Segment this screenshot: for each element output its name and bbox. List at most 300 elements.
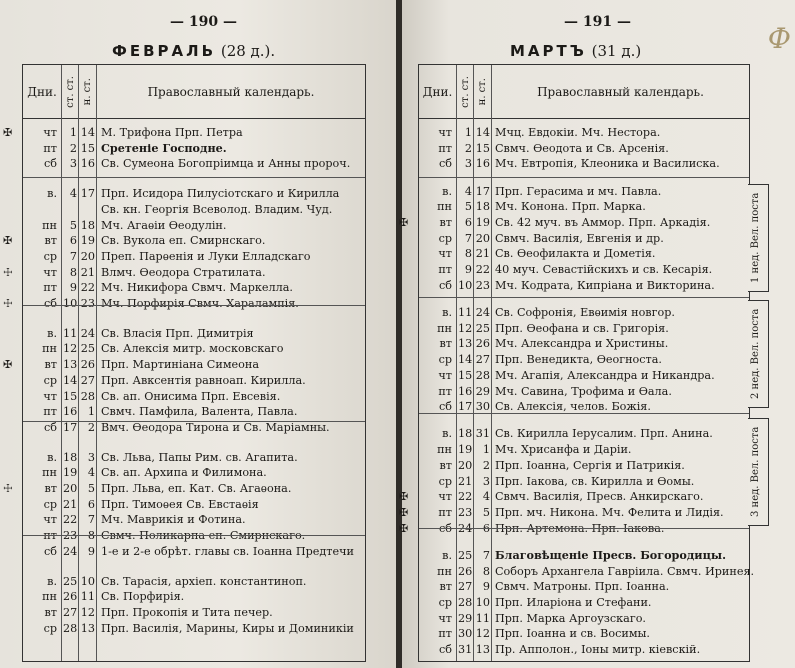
row-day: в. bbox=[442, 427, 452, 441]
page-number: — 190 — bbox=[170, 14, 237, 30]
row-text: Мч. Александра и Христины. bbox=[495, 337, 669, 351]
calendar-row bbox=[3, 233, 365, 249]
row-old: 25 bbox=[458, 548, 473, 562]
week-separator bbox=[419, 528, 749, 529]
calendar-row bbox=[399, 489, 749, 505]
row-day: в. bbox=[47, 450, 57, 464]
calendar-row bbox=[419, 305, 749, 321]
calendar-row bbox=[419, 642, 749, 658]
calendar-row bbox=[23, 512, 365, 528]
row-day: пт bbox=[43, 405, 57, 419]
cross-icon: ☩ bbox=[3, 482, 14, 495]
row-old: 19 bbox=[458, 443, 473, 457]
row-text: Свмч. Памфила, Валента, Павла. bbox=[101, 405, 298, 419]
lent-week-2-bracket bbox=[748, 300, 769, 408]
row-text: 1-е и 2-е обрѣт. главы св. Іоанна Предтечи bbox=[101, 544, 354, 558]
row-new: 28 bbox=[475, 368, 490, 382]
calendar-row bbox=[419, 141, 749, 157]
row-new: 7 bbox=[87, 513, 95, 527]
row-new: 21 bbox=[80, 265, 95, 279]
row-text: Прп. Іакова, св. Кирилла и Ѳомы. bbox=[495, 474, 695, 488]
row-day: сб bbox=[438, 157, 452, 171]
row-text: Мч. Савина, Трофима и Ѳала. bbox=[495, 384, 672, 398]
row-old: 5 bbox=[464, 200, 472, 214]
row-day: чт bbox=[438, 490, 452, 504]
row-old: 28 bbox=[458, 595, 473, 609]
row-day: чт bbox=[43, 389, 57, 403]
row-old: 5 bbox=[69, 218, 77, 232]
row-new: 13 bbox=[80, 621, 95, 635]
calendar-row bbox=[3, 265, 365, 281]
row-day: чт bbox=[43, 265, 57, 279]
row-new: 6 bbox=[87, 497, 95, 511]
row-new: 4 bbox=[87, 466, 95, 480]
row-new: 22 bbox=[475, 263, 490, 277]
row-text: Св. Алексія, челов. Божія. bbox=[495, 400, 651, 414]
row-text: Св. Порфирія. bbox=[101, 590, 185, 604]
row-new: 11 bbox=[475, 611, 490, 625]
row-new: 15 bbox=[80, 141, 95, 155]
row-text: Мч. Порфирія Свмч. Харалампія. bbox=[101, 297, 299, 310]
calendar-row bbox=[23, 141, 365, 157]
row-new: 24 bbox=[80, 326, 95, 340]
row-old: 23 bbox=[63, 529, 78, 543]
row-text: Св. Алексія митр. московскаго bbox=[101, 342, 284, 356]
row-day: пн bbox=[42, 590, 57, 604]
row-text: Св. ап. Онисима Прп. Евсевія. bbox=[101, 389, 281, 403]
row-old: 4 bbox=[69, 187, 77, 201]
row-day: пт bbox=[438, 384, 452, 398]
calendar-row bbox=[23, 389, 365, 405]
row-new: 12 bbox=[80, 605, 95, 619]
row-old: 6 bbox=[464, 216, 472, 229]
row-old: 2 bbox=[464, 141, 472, 155]
row-day: сб bbox=[43, 420, 57, 434]
calendar-row bbox=[419, 321, 749, 337]
row-new: 5 bbox=[87, 482, 95, 495]
row-old: 28 bbox=[63, 621, 78, 635]
row-old: 9 bbox=[464, 263, 472, 277]
row-day: вт bbox=[44, 482, 57, 495]
row-old: 17 bbox=[458, 400, 473, 414]
row-day: чт bbox=[438, 611, 452, 625]
row-old: 10 bbox=[63, 297, 78, 310]
row-day: пт bbox=[438, 263, 452, 277]
row-old: 3 bbox=[69, 157, 77, 171]
row-new: 14 bbox=[80, 126, 95, 139]
row-day: вт bbox=[439, 580, 452, 594]
row-text: Соборъ Архангела Гавріила. Свмч. Иринея. bbox=[495, 564, 755, 578]
lent-week-1-bracket bbox=[748, 184, 769, 292]
row-day: пт bbox=[438, 505, 452, 519]
row-old: 12 bbox=[458, 321, 473, 335]
row-day: в. bbox=[442, 184, 452, 198]
cross-icon: ✠ bbox=[3, 234, 13, 248]
row-text: Св. Льва, Папы Рим. св. Агапита. bbox=[101, 450, 298, 464]
month-title bbox=[112, 42, 275, 60]
row-text: Прп. Прокопія и Тита печер. bbox=[101, 605, 273, 619]
row-day: в. bbox=[47, 326, 57, 340]
row-day: ср bbox=[438, 231, 452, 245]
week-separator bbox=[23, 535, 365, 536]
calendar-row bbox=[23, 341, 365, 357]
row-day: пн bbox=[437, 321, 452, 335]
row-text: Мч. Агаѳіи Ѳеодулін. bbox=[101, 218, 227, 232]
calendar-row bbox=[23, 186, 365, 202]
row-day: пн bbox=[42, 342, 57, 356]
row-old: 27 bbox=[458, 580, 473, 594]
lent-week-2-label: 2 нед. Вел. поста bbox=[750, 308, 761, 400]
row-new: 27 bbox=[80, 373, 95, 387]
row-new: 20 bbox=[80, 249, 95, 263]
calendar-row bbox=[419, 125, 749, 141]
row-old: 7 bbox=[464, 231, 472, 245]
row-old: 23 bbox=[458, 505, 473, 519]
row-new: 1 bbox=[87, 405, 95, 419]
month-days: (28 д.). bbox=[220, 42, 276, 60]
row-text: Св. Софронія, Евѳимія новгор. bbox=[495, 306, 675, 319]
row-old: 27 bbox=[63, 605, 78, 619]
row-text: Прп. Іоанна, Сергія и Патрикія. bbox=[495, 458, 685, 472]
row-new: 4 bbox=[482, 490, 490, 504]
row-new: 3 bbox=[87, 450, 95, 464]
calendar-row bbox=[23, 156, 365, 172]
row-text: Прп. Іоанна и св. Восимы. bbox=[495, 627, 650, 641]
calendar-row bbox=[23, 420, 365, 436]
lent-week-1-label: 1 нед. Вел. поста bbox=[750, 192, 761, 284]
row-new: 24 bbox=[475, 306, 490, 319]
row-text: Мч. Конона. Прп. Марка. bbox=[495, 200, 646, 214]
row-new: 12 bbox=[475, 627, 490, 641]
row-old: 1 bbox=[69, 126, 77, 139]
calendar-row bbox=[23, 202, 365, 218]
row-day: ср bbox=[43, 621, 57, 635]
row-day: сб bbox=[43, 297, 57, 310]
row-text: Мч. Евтропія, Клеоника и Василиска. bbox=[495, 157, 720, 171]
row-new: 16 bbox=[475, 157, 490, 171]
row-day: пт bbox=[43, 529, 57, 543]
row-text: Свмч. Поликарпа еп. Смирнскаго. bbox=[101, 529, 306, 543]
row-text: Прп. Авксентія равноап. Кирилла. bbox=[101, 373, 306, 387]
row-old: 20 bbox=[458, 458, 473, 472]
row-new: 17 bbox=[80, 187, 95, 201]
row-day: сб bbox=[438, 643, 452, 656]
row-day: чт bbox=[43, 126, 57, 139]
row-old: 4 bbox=[464, 184, 472, 198]
row-text: Св. Вукола еп. Смирнскаго. bbox=[101, 234, 266, 248]
calendar-table bbox=[399, 64, 755, 662]
row-day: чт bbox=[43, 513, 57, 527]
calendar-row bbox=[419, 626, 749, 642]
row-day: сб bbox=[438, 521, 452, 535]
row-old: 18 bbox=[458, 427, 473, 441]
week-separator bbox=[23, 421, 365, 422]
calendar-row bbox=[3, 125, 365, 141]
row-old: 7 bbox=[69, 249, 77, 263]
row-old: 25 bbox=[63, 574, 78, 588]
row-text: Мч. Маврикія и Фотина. bbox=[101, 513, 246, 527]
row-day: вт bbox=[439, 458, 452, 472]
row-day: пн bbox=[42, 466, 57, 480]
row-new: 30 bbox=[475, 400, 490, 414]
row-old: 20 bbox=[63, 482, 78, 495]
row-text: Мч. Хрисанфа и Даріи. bbox=[495, 443, 632, 457]
calendar-row bbox=[23, 373, 365, 389]
cross-icon: ✠ bbox=[399, 216, 409, 229]
row-text: Св. кн. Георгія Всеволод. Владим. Чуд. bbox=[101, 202, 333, 216]
row-new: 23 bbox=[475, 278, 490, 292]
row-day: сб bbox=[43, 157, 57, 171]
row-text: Сретеніе Господне. bbox=[101, 140, 227, 155]
row-day: чт bbox=[438, 247, 452, 261]
row-text: Прп. Марка Аргоузскаго. bbox=[495, 611, 646, 625]
calendar-row bbox=[419, 564, 755, 580]
row-text: Благовѣщеніе Пресв. Богородицы. bbox=[495, 547, 726, 562]
row-old: 15 bbox=[63, 389, 78, 403]
month-name: ФЕВРАЛЬ bbox=[112, 42, 217, 60]
row-text: Влмч. Ѳеодора Стратилата. bbox=[101, 265, 266, 279]
month-title bbox=[510, 42, 641, 60]
row-new: 26 bbox=[80, 358, 95, 372]
calendar-row bbox=[23, 404, 365, 420]
lent-week-3-label: 3 нед. Вел. поста bbox=[750, 426, 761, 518]
calendar-row bbox=[3, 481, 365, 497]
header-calendar: Православный календарь. bbox=[147, 84, 315, 99]
row-text: Св. Тарасія, архіеп. константиноп. bbox=[101, 574, 307, 588]
row-text: Мчц. Евдокіи. Мч. Нестора. bbox=[495, 126, 661, 139]
row-text: Свмч. Ѳеодота и Св. Арсенія. bbox=[495, 141, 669, 155]
row-new: 19 bbox=[475, 216, 490, 229]
row-new: 2 bbox=[87, 420, 95, 434]
calendar-row bbox=[23, 574, 365, 590]
row-text: Мч. Кодрата, Кипріана и Викторина. bbox=[495, 278, 715, 292]
row-old: 31 bbox=[458, 643, 473, 656]
row-text: Прп. мч. Никона. Мч. Фелита и Лидія. bbox=[495, 505, 724, 519]
row-old: 9 bbox=[69, 281, 77, 295]
calendar-row bbox=[23, 497, 365, 513]
row-old: 22 bbox=[63, 513, 78, 527]
row-new: 15 bbox=[475, 141, 490, 155]
calendar-row bbox=[419, 442, 749, 458]
row-text: Свмч. Матроны. Прп. Іоанна. bbox=[495, 580, 670, 594]
row-old: 14 bbox=[458, 353, 473, 367]
header-new-style: н. ст. bbox=[79, 65, 97, 118]
row-day: пн bbox=[42, 218, 57, 232]
calendar-row bbox=[23, 605, 365, 621]
row-day: чт bbox=[438, 126, 452, 139]
row-old: 15 bbox=[458, 368, 473, 382]
row-new: 21 bbox=[475, 247, 490, 261]
row-day: сб bbox=[438, 278, 452, 292]
month-name: МАРТЪ bbox=[510, 42, 587, 60]
row-new: 14 bbox=[475, 126, 490, 139]
row-text: Свмч. Василія, Евгенія и др. bbox=[495, 231, 664, 245]
calendar-row bbox=[419, 384, 749, 400]
row-new: 20 bbox=[475, 231, 490, 245]
row-day: пн bbox=[437, 443, 452, 457]
week-separator bbox=[419, 297, 749, 298]
row-new: 3 bbox=[482, 474, 490, 488]
row-day: в. bbox=[442, 548, 452, 562]
row-new: 17 bbox=[475, 184, 490, 198]
row-day: пт bbox=[438, 141, 452, 155]
row-day: пт bbox=[438, 627, 452, 641]
header-old-style: ст. ст. bbox=[62, 65, 79, 118]
header-calendar: Православный календарь. bbox=[537, 84, 704, 99]
row-text: Св. Сумеона Богопріимца и Анны пророч. bbox=[101, 157, 351, 171]
row-text: Прп. Мартиніана Симеона bbox=[101, 358, 260, 372]
calendar-row bbox=[419, 336, 749, 352]
row-text: М. Трифона Прп. Петра bbox=[101, 126, 243, 139]
calendar-row bbox=[399, 215, 749, 231]
row-new: 2 bbox=[482, 458, 490, 472]
row-old: 1 bbox=[464, 126, 472, 139]
row-day: в. bbox=[47, 574, 57, 588]
calendar-row bbox=[419, 368, 749, 384]
calendar-row bbox=[419, 278, 749, 294]
header-old-style: ст. ст. bbox=[457, 65, 474, 118]
row-old: 2 bbox=[69, 141, 77, 155]
row-old: 13 bbox=[458, 337, 473, 351]
calendar-row bbox=[419, 579, 749, 595]
cross-icon: ✠ bbox=[399, 490, 409, 504]
row-new: 23 bbox=[80, 297, 95, 310]
calendar-row bbox=[419, 262, 749, 278]
row-day: пт bbox=[43, 141, 57, 155]
header-new-style: н. ст. bbox=[474, 65, 492, 118]
cross-icon: ☩ bbox=[3, 265, 14, 279]
row-old: 22 bbox=[458, 490, 473, 504]
calendar-row bbox=[419, 426, 749, 442]
row-day: ср bbox=[43, 497, 57, 511]
lent-week-3-bracket bbox=[748, 418, 769, 526]
row-text: Прп. Исидора Пилусіотскаго и Кирилла bbox=[101, 187, 340, 201]
row-old: 24 bbox=[458, 521, 473, 535]
calendar-row bbox=[3, 357, 365, 373]
row-new: 9 bbox=[482, 580, 490, 594]
cross-icon: ✠ bbox=[3, 126, 13, 139]
row-old: 21 bbox=[63, 497, 78, 511]
row-text: Вмч. Ѳеодора Тирона и Св. Маріамны. bbox=[101, 420, 330, 434]
row-old: 14 bbox=[63, 373, 78, 387]
cross-icon: ☩ bbox=[3, 297, 14, 310]
row-day: в. bbox=[47, 187, 57, 201]
month-days: (31 д.) bbox=[591, 42, 642, 60]
calendar-row bbox=[419, 184, 749, 200]
row-day: сб bbox=[43, 544, 57, 558]
row-text: Прп. Тимоѳея Св. Евстаѳія bbox=[101, 497, 259, 511]
row-day: ср bbox=[438, 474, 452, 488]
row-text: Св. 42 муч. въ Аммор. Прп. Аркадія. bbox=[495, 216, 711, 229]
calendar-row bbox=[23, 465, 365, 481]
row-old: 3 bbox=[464, 157, 472, 171]
row-text: Мч. Никифора Свмч. Маркелла. bbox=[101, 281, 293, 295]
row-new: 1 bbox=[482, 443, 490, 457]
row-new: 6 bbox=[482, 521, 490, 535]
row-old: 26 bbox=[63, 590, 78, 604]
row-text: Прп. Иларіона и Стефани. bbox=[495, 595, 652, 609]
row-old: 21 bbox=[458, 474, 473, 488]
calendar-row bbox=[23, 280, 365, 296]
row-old: 30 bbox=[458, 627, 473, 641]
row-old: 26 bbox=[458, 564, 473, 578]
page-number: — 191 — bbox=[564, 14, 631, 30]
row-new: 13 bbox=[475, 643, 490, 656]
row-new: 18 bbox=[80, 218, 95, 232]
calendar-row bbox=[419, 458, 749, 474]
calendar-row bbox=[3, 296, 365, 312]
row-old: 12 bbox=[63, 342, 78, 356]
row-new: 9 bbox=[87, 544, 95, 558]
calendar-row bbox=[23, 621, 365, 637]
calendar-row bbox=[23, 326, 365, 342]
calendar-row bbox=[23, 218, 365, 234]
row-text: 40 муч. Севастійскихъ и св. Кесарія. bbox=[495, 263, 713, 277]
calendar-row bbox=[23, 589, 365, 605]
row-new: 7 bbox=[482, 548, 490, 562]
calendar-row bbox=[419, 595, 749, 611]
week-separator bbox=[419, 177, 749, 178]
calendar-row bbox=[419, 246, 749, 262]
row-day: пт bbox=[43, 281, 57, 295]
row-old: 16 bbox=[458, 384, 473, 398]
row-text: Св. ап. Архипа и Филимона. bbox=[101, 466, 267, 480]
row-text: Прп. Венедикта, Ѳеогноста. bbox=[495, 353, 662, 367]
row-new: 19 bbox=[80, 234, 95, 248]
row-day: пн bbox=[437, 200, 452, 214]
week-separator bbox=[23, 177, 365, 178]
row-text: Пр. Апполон., Іоны митр. кіевскій. bbox=[495, 643, 701, 656]
row-new: 18 bbox=[475, 200, 490, 214]
row-old: 19 bbox=[63, 466, 78, 480]
calendar-row bbox=[419, 611, 749, 627]
row-day: вт bbox=[44, 605, 57, 619]
library-stamp: Ф bbox=[767, 22, 791, 55]
calendar-row bbox=[419, 156, 749, 172]
cross-icon: ✠ bbox=[399, 505, 409, 519]
row-text: Прп. Льва, еп. Кат. Св. Агаѳона. bbox=[101, 482, 292, 495]
row-text: Прп. Герасима и мч. Павла. bbox=[495, 184, 662, 198]
row-text: Прп. Ѳеофана и св. Григорія. bbox=[495, 321, 669, 335]
row-day: ср bbox=[43, 249, 57, 263]
row-new: 8 bbox=[482, 564, 490, 578]
row-old: 13 bbox=[63, 358, 78, 372]
row-text: Прп. Василія, Марины, Киры и Доминикіи bbox=[101, 621, 354, 635]
row-day: сб bbox=[438, 400, 452, 414]
header-days: Дни. bbox=[23, 65, 62, 118]
cross-icon: ✠ bbox=[3, 358, 13, 372]
row-day: ср bbox=[438, 353, 452, 367]
row-old: 8 bbox=[464, 247, 472, 261]
cross-icon: ✠ bbox=[399, 521, 409, 535]
week-separator bbox=[23, 305, 365, 306]
row-old: 11 bbox=[458, 306, 473, 319]
row-day: вт bbox=[44, 234, 57, 248]
row-day: ср bbox=[438, 595, 452, 609]
week-separator bbox=[419, 413, 749, 414]
calendar-row bbox=[23, 249, 365, 265]
row-new: 29 bbox=[475, 384, 490, 398]
row-new: 10 bbox=[475, 595, 490, 609]
row-day: в. bbox=[442, 306, 452, 319]
row-new: 25 bbox=[80, 342, 95, 356]
calendar-row bbox=[419, 231, 749, 247]
row-day: вт bbox=[439, 216, 452, 229]
row-text: Мч. Агапія, Александра и Никандра. bbox=[495, 368, 715, 382]
row-old: 24 bbox=[63, 544, 78, 558]
calendar-table bbox=[3, 64, 366, 662]
row-day: вт bbox=[44, 358, 57, 372]
